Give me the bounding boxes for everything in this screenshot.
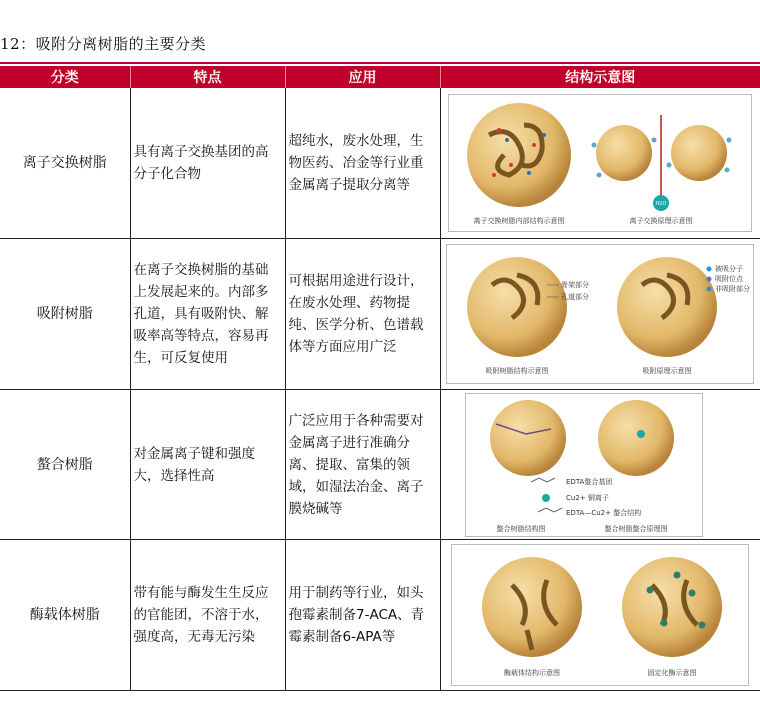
label-copper-ion: Cu2+ 铜离子 [565, 493, 609, 502]
label-adsorbed-molecule: 被吸分子 [715, 265, 744, 273]
cell-feature: 具有离子交换基团的高分子化合物 [130, 88, 285, 239]
cell-application: 用于制药等行业，如头孢霉素制备7-ACA、青霉素制备6-APA等 [285, 540, 440, 691]
cell-figure [440, 239, 760, 390]
figure-caption-left: 螯合树脂结构图 [496, 524, 545, 533]
figure-adsorption [446, 244, 754, 384]
label-skeleton: 骨架部分 [561, 281, 590, 289]
figure-caption-right: 离子交换原理示意图 [629, 217, 693, 225]
cell-application: 超纯水，废水处理，生物医药、冶金等行业重金属离子提取分离等 [285, 88, 440, 239]
cell-type: 离子交换树脂 [0, 88, 130, 239]
bottom-rule [0, 690, 760, 691]
resin-bead-before [596, 125, 652, 181]
table-caption: 12：吸附分离树脂的主要分类 [0, 35, 207, 53]
cell-application: 可根据用途进行设计，在废水处理、药物提纯、医学分析、色谱载体等方面应用广泛 [285, 239, 440, 390]
resin-bead-cutaway [467, 103, 571, 207]
table-row [0, 88, 760, 239]
figure-caption-right: 螯合树脂螯合原理图 [604, 524, 667, 533]
label-pore: 孔道部分 [561, 293, 590, 301]
table-row [0, 239, 760, 390]
cell-application: 广泛应用于各种需要对金属离子进行准确分离、提取、富集的领域，如湿法冶金、离子膜烧碱等 [285, 390, 440, 540]
label-edta-group: EDTA螯合基团 [565, 477, 612, 486]
figure-caption-right: 吸附原理示意图 [642, 367, 692, 375]
header-feature: 特点 [130, 66, 285, 88]
figure-caption-right: 固定化酶示意图 [647, 669, 697, 677]
immobilized-enzyme-bead [622, 557, 722, 657]
cell-feature: 对金属离子键和强度大，选择性高 [130, 390, 285, 540]
header-application: 应用 [285, 66, 440, 88]
label-edta-cu-structure: EDTA—Cu2+ 螯合结构 [565, 508, 641, 517]
cell-figure [440, 88, 760, 239]
table-row [0, 540, 760, 691]
cell-type: 螯合树脂 [0, 390, 130, 540]
resin-classification-table [0, 66, 760, 691]
cell-type: 酶载体树脂 [0, 540, 130, 691]
chelating-bead-structure [490, 400, 566, 476]
figure-caption-left: 酶载体结构示意图 [504, 669, 561, 677]
header-type: 分类 [0, 66, 130, 88]
h2o-label: H2O [655, 201, 667, 207]
label-adsorption-site: 吸附位点 [715, 275, 744, 283]
cell-feature: 在离子交换树脂的基础上发展起来的。内部多孔道，具有吸附快、解吸率高等特点，容易再生，可反复使用 [130, 239, 285, 390]
label-non-adsorption: 非吸附部分 [715, 285, 751, 293]
cell-type: 吸附树脂 [0, 239, 130, 390]
top-rule [0, 62, 760, 64]
figure-caption-left: 离子交换树脂内部结构示意图 [473, 217, 565, 225]
cell-feature: 带有能与酶发生生反应的官能团，不溶于水，强度高，无毒无污染 [130, 540, 285, 691]
resin-bead-after [671, 125, 727, 181]
adsorbent-bead-structure [467, 257, 567, 357]
adsorbent-bead-principle [617, 257, 717, 357]
cell-figure [440, 390, 760, 540]
figure-enzyme-carrier [451, 544, 749, 686]
figure-caption-left: 吸附树脂结构示意图 [485, 367, 549, 375]
header-figure: 结构示意图 [440, 66, 760, 88]
chelating-bead-principle [598, 400, 674, 476]
table-row [0, 390, 760, 540]
header-row [0, 66, 760, 88]
figure-ion-exchange [448, 94, 752, 232]
figure-chelating [465, 393, 703, 537]
cell-figure [440, 540, 760, 691]
